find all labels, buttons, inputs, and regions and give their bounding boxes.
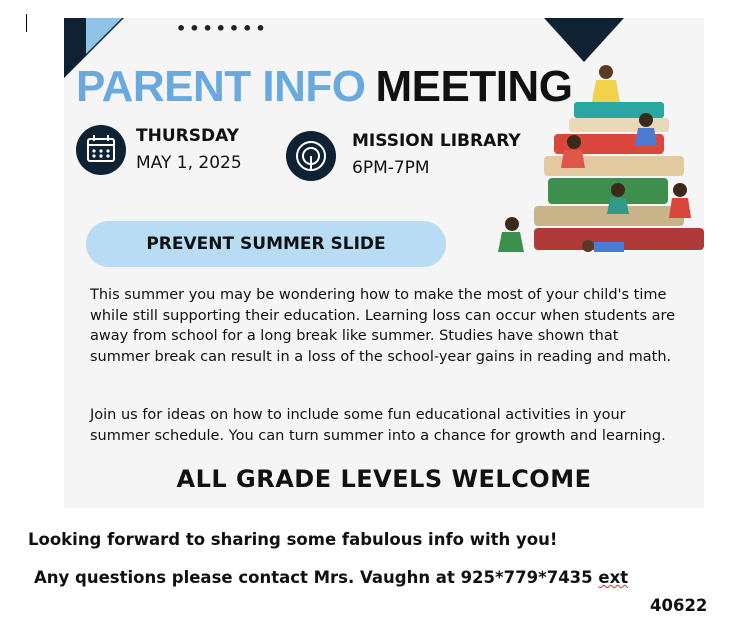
paragraph-invite: Join us for ideas on how to include some fun educational activities in your summer schedule. You can turn summer into a chance for growth and learning. <box>90 407 666 444</box>
title-part-1: PARENT INFO <box>76 62 366 111</box>
welcome-heading: ALL GRADE LEVELS WELCOME <box>176 465 592 493</box>
paragraph-intro: This summer you may be wondering how to make the most of your child's time while still supporting their education. Learning loss can occur when students are away from school for a long break like summer. Studies have shown that summer break can result in a loss of the school-year gains in reading and math. <box>90 287 676 365</box>
contact-line <box>34 568 628 587</box>
event-date: MAY 1, 2025 <box>136 153 242 173</box>
calendar-icon <box>76 125 126 175</box>
banner-pill <box>86 221 446 267</box>
extension-label: ext <box>598 568 629 587</box>
banner-text: PREVENT SUMMER SLIDE <box>146 234 386 254</box>
title-part-2: MEETING <box>375 62 573 111</box>
event-time: 6PM-7PM <box>352 158 430 178</box>
closing-line: Looking forward to sharing some fabulous info with you! <box>28 530 558 549</box>
text-cursor <box>26 14 27 32</box>
event-day: THURSDAY <box>136 126 239 146</box>
location-icon <box>286 131 336 181</box>
flyer-image <box>64 18 704 508</box>
dots-decoration: ••••••• <box>176 19 269 38</box>
event-location: MISSION LIBRARY <box>352 131 521 151</box>
contact-text: Any questions please contact Mrs. Vaughn at 925*779*7435 <box>34 568 593 587</box>
corner-decoration-light <box>86 18 122 54</box>
extension-number: 40622 <box>650 596 708 615</box>
books-illustration <box>484 38 704 258</box>
